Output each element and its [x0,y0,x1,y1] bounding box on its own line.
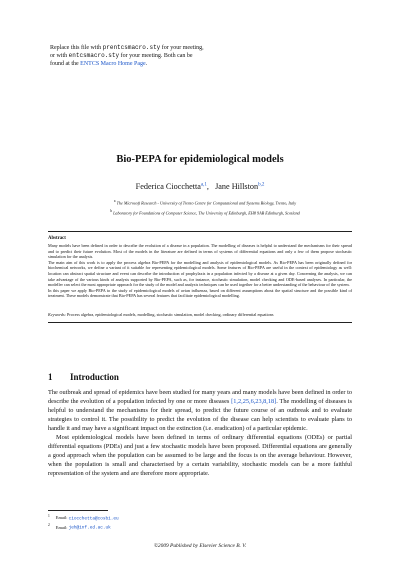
author-name: Federica Ciocchetta [135,182,201,191]
author-affiliation-mark[interactable]: b,2 [258,182,265,188]
author-name: Jane Hillston [215,182,259,191]
note-line3-pre: found at the [50,60,81,67]
footnote-label: Email: [55,515,68,521]
footnote-email-link[interactable]: jeh@inf.ed.ac.uk [68,525,111,531]
section-number: 1 [48,372,53,382]
abstract-heading: Abstract [48,236,66,241]
body-paragraph [48,388,352,433]
footnote-rule [48,510,108,511]
author-list: Federica Ciocchetta$^{a,1}$, Jane Hillston$^{b,2}$ [135,182,265,191]
note-line2-post: for your meeting. Both can be [119,53,193,60]
affiliation-text: Laboratory for Foundations of Computer Science, The University of Edinburgh, EH8 9AB Edinburgh, Scotland [113,210,300,216]
footnote [48,522,119,531]
author-affiliation-mark[interactable]: a,1 [200,182,207,188]
note-line2-code: entcsmacro.sty [68,52,120,60]
macro-home-page-link[interactable]: ENTCS Macro Home Page [80,60,146,67]
footnote-label: Email: [55,524,68,530]
abstract-body [48,243,352,299]
abstract-paragraph: Many models have been defined in order to describe the evolution of a disease in a population. The modelling of diseases is helpful to understand the mechanisms for their spread and to predict their future evolution. Most of the models in the literature are defined in terms of systems of differential equations and only a few of them propose stochastic simulation for the analysis. [48,243,352,260]
keywords-text: Process algebra, epidemiological models, modelling, stochastic simulation, model checking, ordinary differential equations [67,312,274,317]
body-text-segment: . The modelling of diseases is helpful to understand the mechanisms for their spread, to predict the future course of an outbreak and to evaluate strategies to control it. The possibility to predict the evolution of the disease can help scientists to evaluate plans to handle it and may have a significant impact on the extinction (i.e. eradication) of a particular epidemic. [48,398,352,432]
footnote [48,513,119,522]
abstract-paragraph: The main aim of this work is to apply the process algebra Bio-PEPA for the modelling and analysis of epidemiological models. As Bio-PEPA has been originally defined for biochemical networks, we define a variant of it suitable for representing epidemiological models. Some features of Bio-PEPA are useful in the context of epidemiology as well: location can abstract spatial structure and event can describe the introduction of prophylaxis in a population infected by a disease at a given day. Concerning the analysis, we can take advantage of the various kinds of analysis supported by Bio-PEPA, such as, for instance, stochastic simulation, model checking and ODE-based analyses. In particular, the modeller can select the most appropriate approach for the study of the model and analysis techniques can be used together for a better understanding of the behaviour of the system. [48,259,352,288]
paper-title: Bio-PEPA for epidemiological models [116,154,284,165]
affiliation [60,209,350,215]
publisher-footer: ©2009 Published by Elsevier Science B. V. [153,543,247,549]
abstract-paragraph: In this paper we apply Bio-PEPA to the study of epidemiological models of avian influenza, based on different assumptions about the spatial structure and the possible kind of treatment. These models demonstrate that Bio-PEPA has several features that facilitate epidemiological modelling. [48,287,352,299]
footnote-mark: 1 [48,514,50,518]
abstract-bottom-rule [48,322,352,323]
affiliation [60,199,350,205]
affiliation-mark: b [110,209,113,213]
note-line3-post: . [145,60,148,67]
note-line1-code: prentcsmacro.sty [102,44,161,51]
abstract-top-rule [48,231,352,232]
note-line1-post: for your meeting, [160,45,204,51]
keywords-label: Keywords: [48,312,66,317]
body-text-segment: The outbreak and spread of epidemics have been studied for many years and many models have been defined in order to describe the evolution of a population infected by one or more diseases [48,389,352,405]
note-line1-pre: Replace this file with [50,45,103,51]
affiliation-text: The Microsoft Research - University of Trento Centre for Computational and Systems Biology, Trento, Italy [116,200,297,206]
keywords [48,312,352,317]
introduction-body [48,388,352,478]
section-title: Introduction [70,372,119,382]
citation-link[interactable]: [1,2,25,6,23,8,18] [231,398,277,405]
replace-file-note [50,44,310,68]
footnote-email-link[interactable]: ciocchetta@cosbi.eu [68,516,119,522]
section-heading [48,372,119,382]
body-paragraph: Most epidemiological models have been defined in terms of ordinary differential equations (ODEs) or partial differential equations (PDEs) and just a few stochastic models have been proposed. Differential equations are generally a good approach when the population can be assumed to be large and the focus is on the average behaviour. However, when the population is small and characterised by a certain variability, stochastic models can be a more faithful representation of the system and are therefore more appropriate. [48,434,352,477]
affiliation-mark: a [113,199,116,203]
footnotes [48,513,119,532]
footnote-mark: 2 [48,523,50,528]
note-line2-pre: or with [50,53,69,60]
